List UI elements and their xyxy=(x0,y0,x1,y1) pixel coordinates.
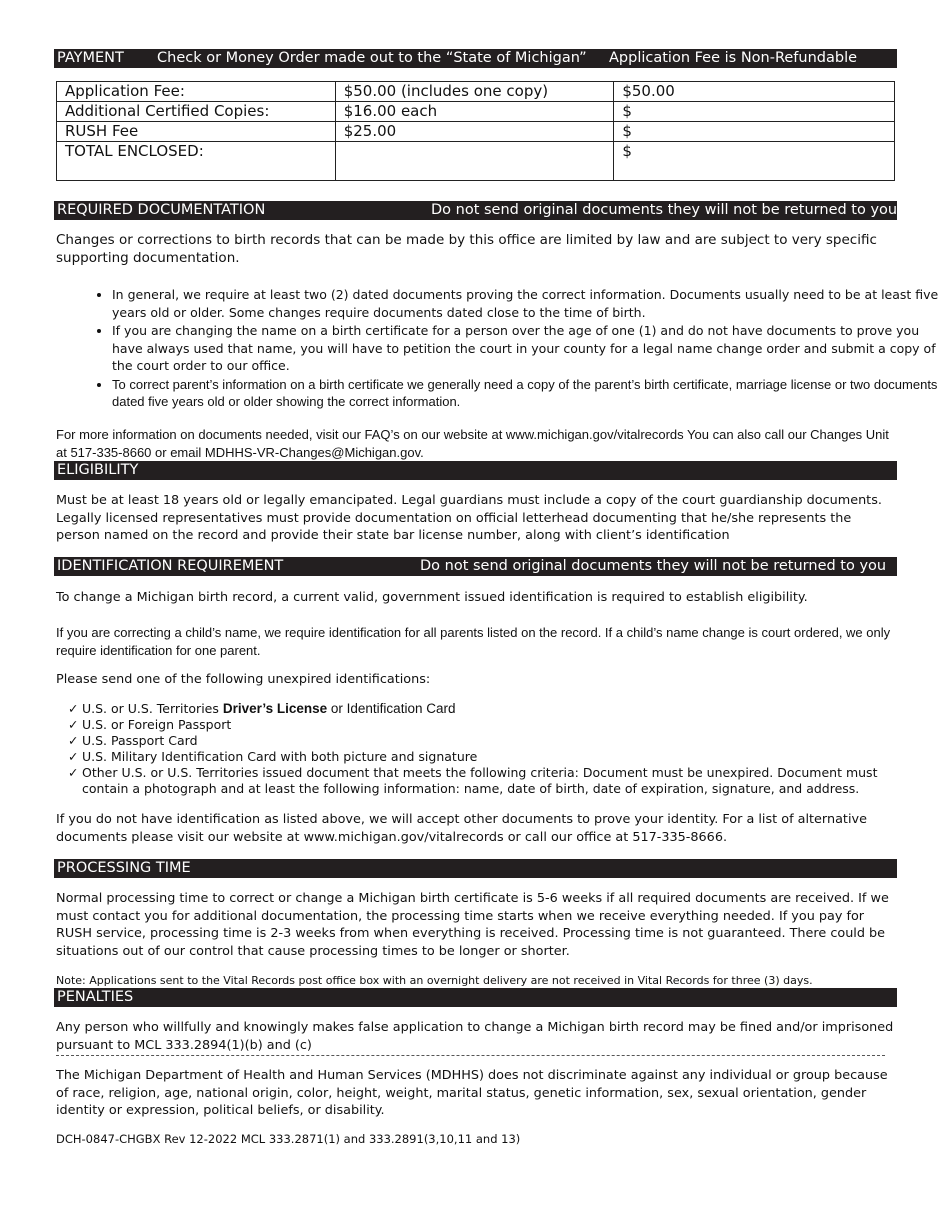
nondiscrimination-text: The Michigan Department of Health and Human Services (MDHHS) does not discriminate against any individual or group because of race, religion, age, national origin, color, height, weight, marital status, genetic information, sex, sexual orientation, gender identity or expression, political beliefs, or disability. xyxy=(56,1068,888,1118)
form-id: DCH-0847-CHGBX Rev 12-2022 MCL 333.2871(1) and 333.2891(3,10,11 and 13) xyxy=(56,1132,521,1146)
id-item-text: Other U.S. or U.S. Territories issued document that meets the following criteria: Document must be unexpired. Document must contain a photograph and at least the following information: name, date of birth, date of expiration, signature, and address. xyxy=(82,765,878,796)
table-row xyxy=(57,142,895,181)
id-item-text: U.S. Military Identification Card with both picture and signature xyxy=(82,749,478,764)
eligibility-title: ELIGIBILITY xyxy=(57,462,139,478)
eligibility-header xyxy=(54,461,897,480)
check-icon: ✓ xyxy=(68,765,79,780)
table-row xyxy=(57,102,895,122)
identification-header xyxy=(54,557,897,576)
check-icon: ✓ xyxy=(68,701,79,716)
processing-text: Normal processing time to correct or change a Michigan birth certificate is 5-6 weeks if all required documents are received. If we must contact you for additional documentation, the processing time starts when we receive everything needed. If you pay for RUSH service, processing time is 2-3 weeks from when everything is received. Processing time is not guaranteed. There could be situations out of our control that cause processing times to be longer or shorter. xyxy=(56,891,889,959)
payment-header xyxy=(54,49,897,68)
id-item-prefix: U.S. or U.S. Territories xyxy=(82,701,223,716)
id-item-bold: Driver’s License xyxy=(222,701,328,716)
required-documentation-header xyxy=(54,201,897,220)
penalties-title: PENALTIES xyxy=(57,989,134,1005)
fee-price xyxy=(335,142,614,181)
list-item xyxy=(68,717,898,733)
required-documentation-note: Do not send original documents they will not be returned to you xyxy=(431,202,897,218)
fee-amount: $50.00 xyxy=(614,82,895,102)
eligibility-text: Must be at least 18 years old or legally emancipated. Legal guardians must include a copy of the court guardianship documents. Legally licensed representatives must provide documentation on official letterhead documenting that he/she represents the person named on the record and provide their state bar license number, along with client’s identification xyxy=(56,493,882,543)
processing-header xyxy=(54,859,897,878)
processing-note: Note: Applications sent to the Vital Records post office box with an overnight delivery are not received in Vital Records for three (3) days. xyxy=(56,974,813,987)
check-icon: ✓ xyxy=(68,749,79,764)
id-item-suffix: or Identification Card xyxy=(327,701,456,716)
fee-label: Application Fee: xyxy=(57,82,336,102)
identification-note: Do not send original documents they will not be returned to you xyxy=(420,558,887,574)
list-item xyxy=(68,765,898,797)
required-documentation-title: REQUIRED DOCUMENTATION xyxy=(57,202,266,218)
id-item-text: U.S. Passport Card xyxy=(82,733,198,748)
penalties-header xyxy=(54,988,897,1007)
payment-note: Application Fee is Non-Refundable xyxy=(609,50,858,66)
list-item: • To correct parent’s information on a birth certificate we generally need a copy of the parent’s birth certificate, marriage license or two documents dated five years old or older showing the correct information. xyxy=(112,376,950,411)
penalties-text: Any person who willfully and knowingly makes false application to change a Michigan birth record may be fined and/or imprisoned pursuant to MCL 333.2894(1)(b) and (c) xyxy=(56,1020,894,1053)
fee-label: Additional Certified Copies: xyxy=(57,102,336,122)
identification-title: IDENTIFICATION REQUIREMENT xyxy=(57,558,284,574)
check-icon: ✓ xyxy=(68,717,79,732)
identification-p2: If you are correcting a child’s name, we require identification for all parents listed on the record. If a child’s name change is court ordered, we only require identification for one parent. xyxy=(56,625,891,658)
fee-amount[interactable]: $ xyxy=(614,142,895,181)
list-item xyxy=(68,733,898,749)
identification-p1: To change a Michigan birth record, a current valid, government issued identification is required to establish eligibility. xyxy=(56,590,808,605)
table-row xyxy=(57,82,895,102)
list-item: • If you are changing the name on a birth certificate for a person over the age of one (1) and do not have documents to prove you have always used that name, you will have to petition the court in your county for a legal name change order and submit a copy of the court order to our office. xyxy=(112,322,950,375)
fee-amount[interactable]: $ xyxy=(614,102,895,122)
fee-label: RUSH Fee xyxy=(57,122,336,142)
required-documentation-intro: Changes or corrections to birth records that can be made by this office are limited by law and are subject to very specific supporting documentation. xyxy=(56,232,877,266)
fee-price: $50.00 (includes one copy) xyxy=(335,82,614,102)
list-item xyxy=(68,701,898,717)
identification-p3: Please send one of the following unexpired identifications: xyxy=(56,672,431,687)
payment-title: PAYMENT xyxy=(57,50,124,66)
fee-amount[interactable]: $ xyxy=(614,122,895,142)
identification-p4: If you do not have identification as listed above, we will accept other documents to prove your identity. For a list of alternative documents please visit our website at www.michigan.gov/vitalrecords or call our office at 517-335-8666. xyxy=(56,812,867,845)
more-info-text: For more information on documents needed, visit our FAQ’s on our website at www.michigan.gov/vitalrecords You can also call our Changes Unit at 517-335-8660 or email MDHHS-VR-Changes@Michigan.gov. xyxy=(56,427,889,460)
divider xyxy=(56,1055,885,1056)
fee-table xyxy=(56,81,895,181)
id-item-text: U.S. or Foreign Passport xyxy=(82,717,232,732)
fee-price: $25.00 xyxy=(335,122,614,142)
fee-price: $16.00 each xyxy=(335,102,614,122)
list-item: • In general, we require at least two (2) dated documents proving the correct information. Documents usually need to be at least five years old or older. Some changes require documents dated close to the time of birth. xyxy=(112,286,950,321)
check-icon: ✓ xyxy=(68,733,79,748)
fee-label: TOTAL ENCLOSED: xyxy=(57,142,336,181)
processing-title: PROCESSING TIME xyxy=(57,860,191,876)
list-item xyxy=(68,749,898,765)
identification-list xyxy=(68,701,898,797)
table-row xyxy=(57,122,895,142)
required-documentation-list xyxy=(56,286,950,412)
payment-instructions: Check or Money Order made out to the “State of Michigan” xyxy=(157,50,587,66)
